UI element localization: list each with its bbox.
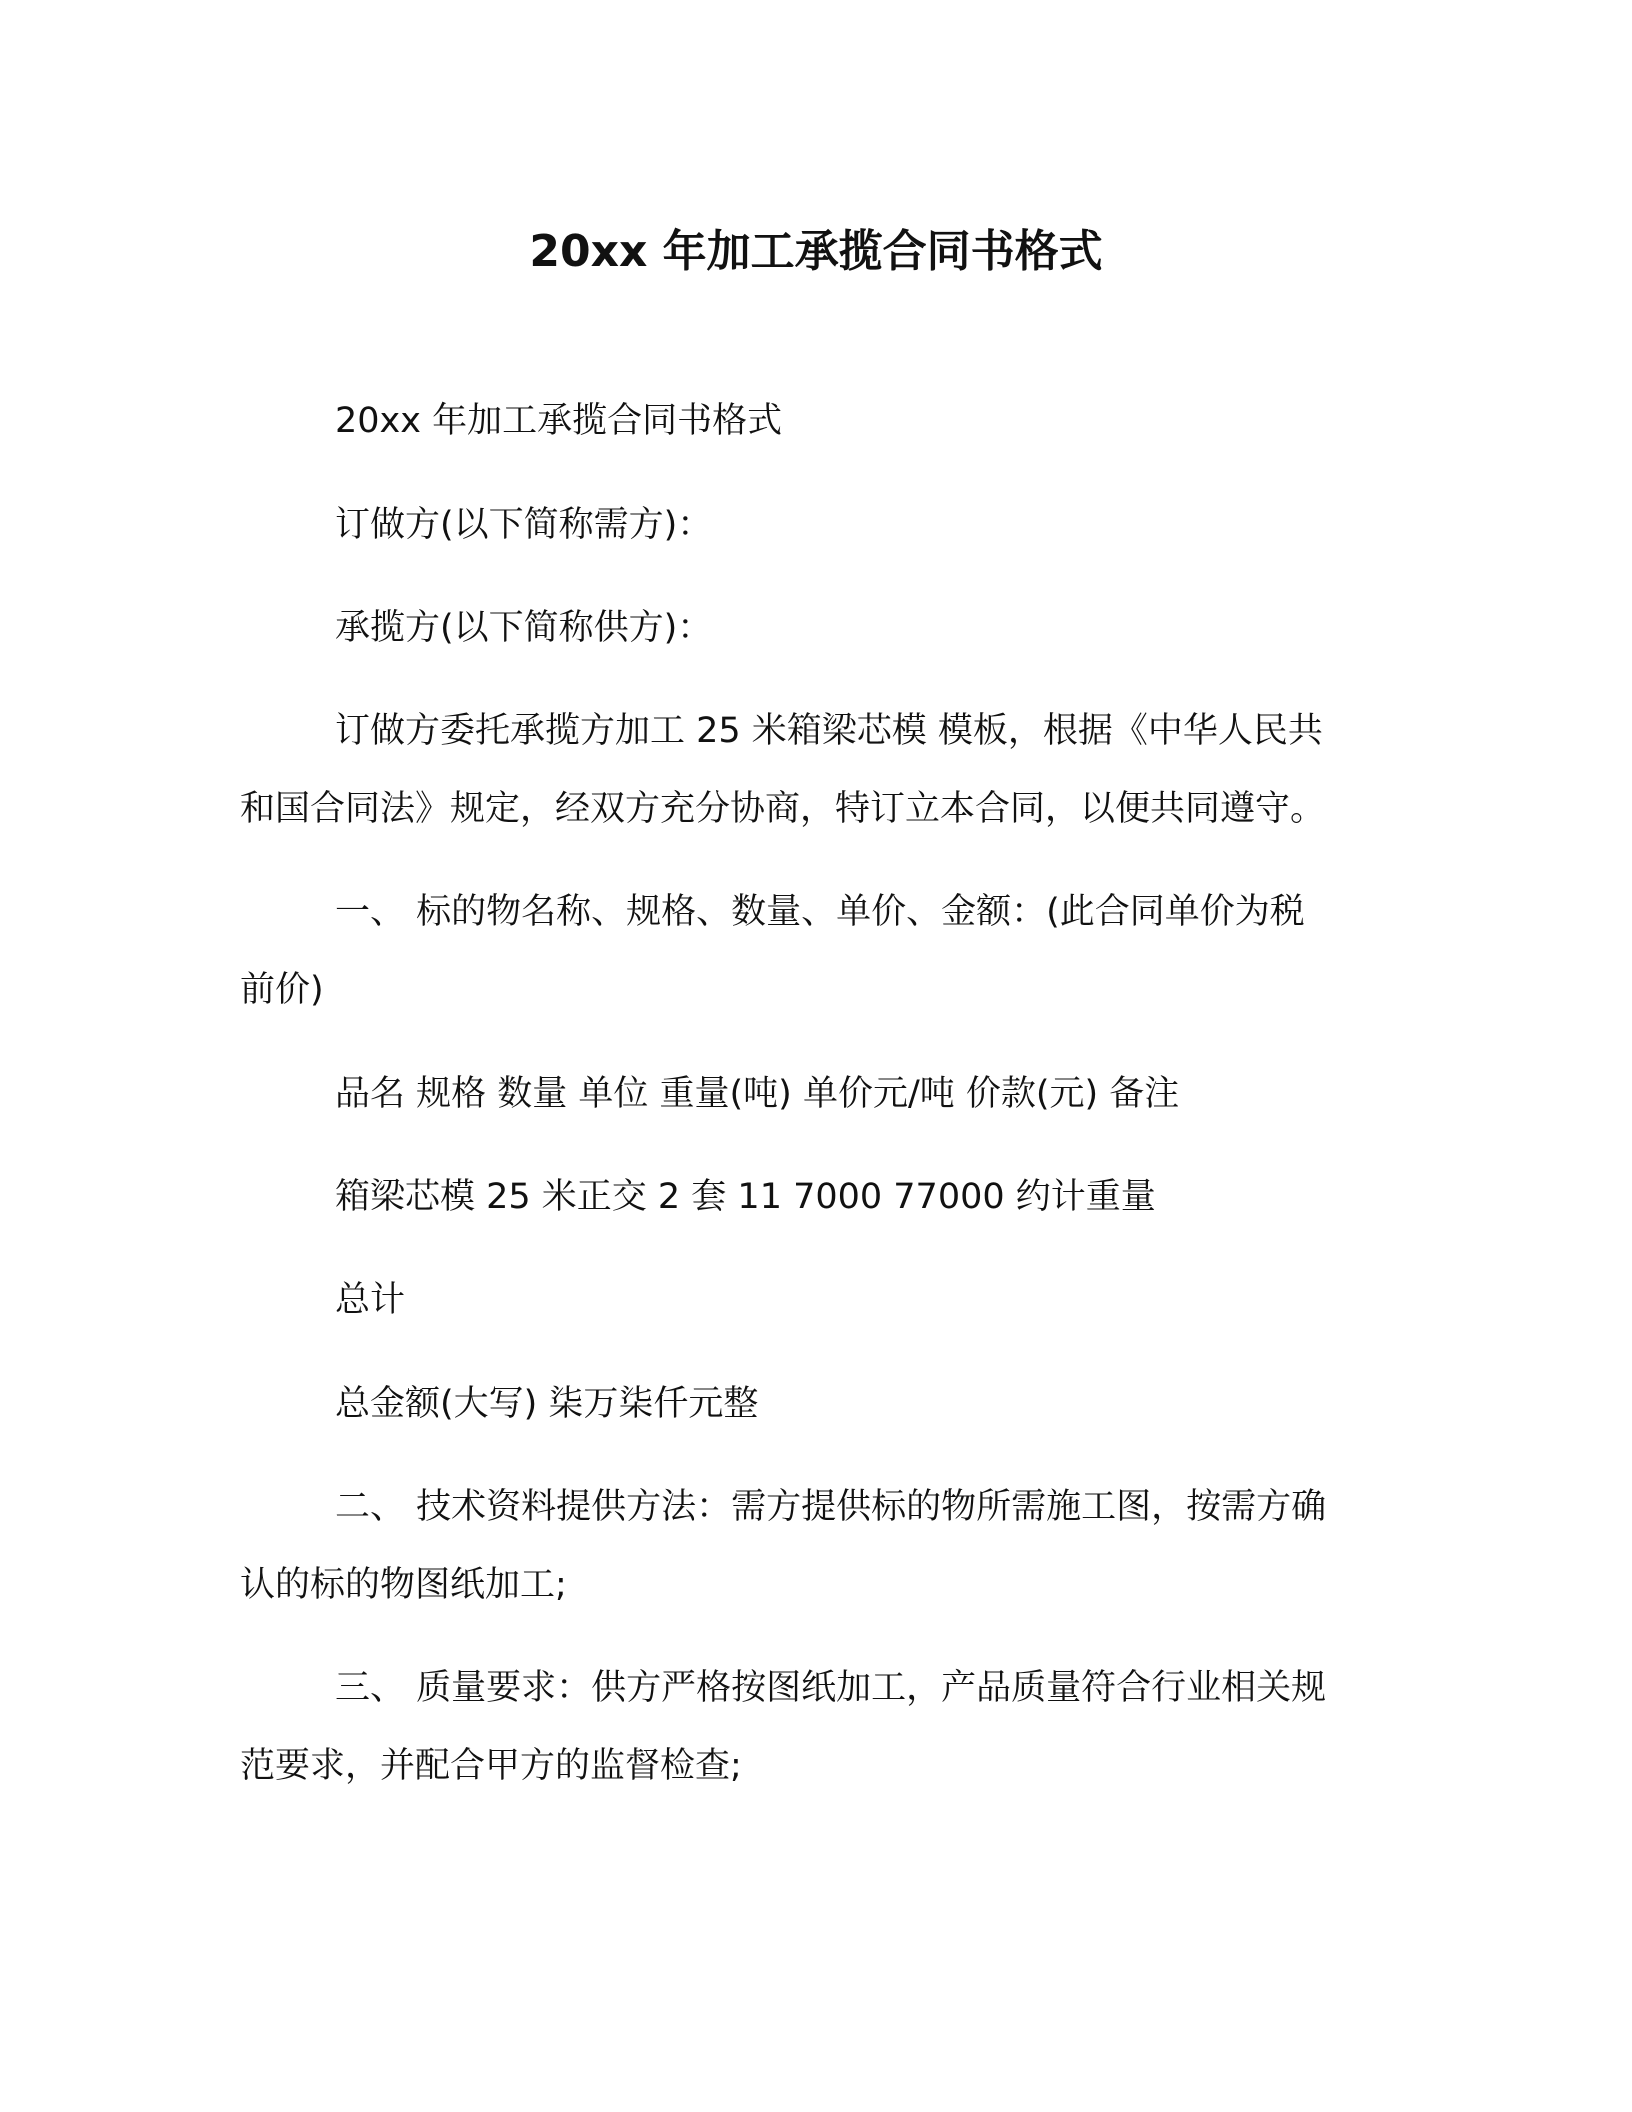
- section-3-line-1: 三、 质量要求：供方严格按图纸加工，产品质量符合行业相关规: [335, 1668, 1327, 1708]
- table-row-line: 箱梁芯模 25 米正交 2 套 11 7000 77000 约计重量: [335, 1177, 1156, 1217]
- contractor-line: 承揽方(以下简称供方)：: [335, 608, 713, 648]
- document-title: 20xx 年加工承揽合同书格式: [529, 226, 1103, 277]
- total-amount-line: 总金额(大写) 柒万柒仟元整: [335, 1384, 759, 1424]
- section-2-line-1: 二、 技术资料提供方法：需方提供标的物所需施工图，按需方确: [335, 1487, 1327, 1527]
- section-3-line-2: 范要求，并配合甲方的监督检查;: [240, 1746, 742, 1786]
- section-2-line-2: 认的标的物图纸加工;: [240, 1565, 567, 1605]
- orderer-line: 订做方(以下简称需方)：: [335, 505, 713, 545]
- total-line: 总计: [335, 1280, 406, 1320]
- section-1-line-1: 一、 标的物名称、规格、数量、单价、金额：(此合同单价为税: [335, 892, 1305, 932]
- section-1-line-2: 前价): [240, 970, 324, 1010]
- intro-line-2: 和国合同法》规定，经双方充分协商，特订立本合同，以便共同遵守。: [240, 789, 1326, 829]
- intro-line-1: 订做方委托承揽方加工 25 米箱梁芯模 模板，根据《中华人民共: [335, 711, 1323, 751]
- subtitle-line: 20xx 年加工承揽合同书格式: [335, 401, 783, 441]
- table-header-line: 品名 规格 数量 单位 重量(吨) 单价元/吨 价款(元) 备注: [335, 1074, 1180, 1114]
